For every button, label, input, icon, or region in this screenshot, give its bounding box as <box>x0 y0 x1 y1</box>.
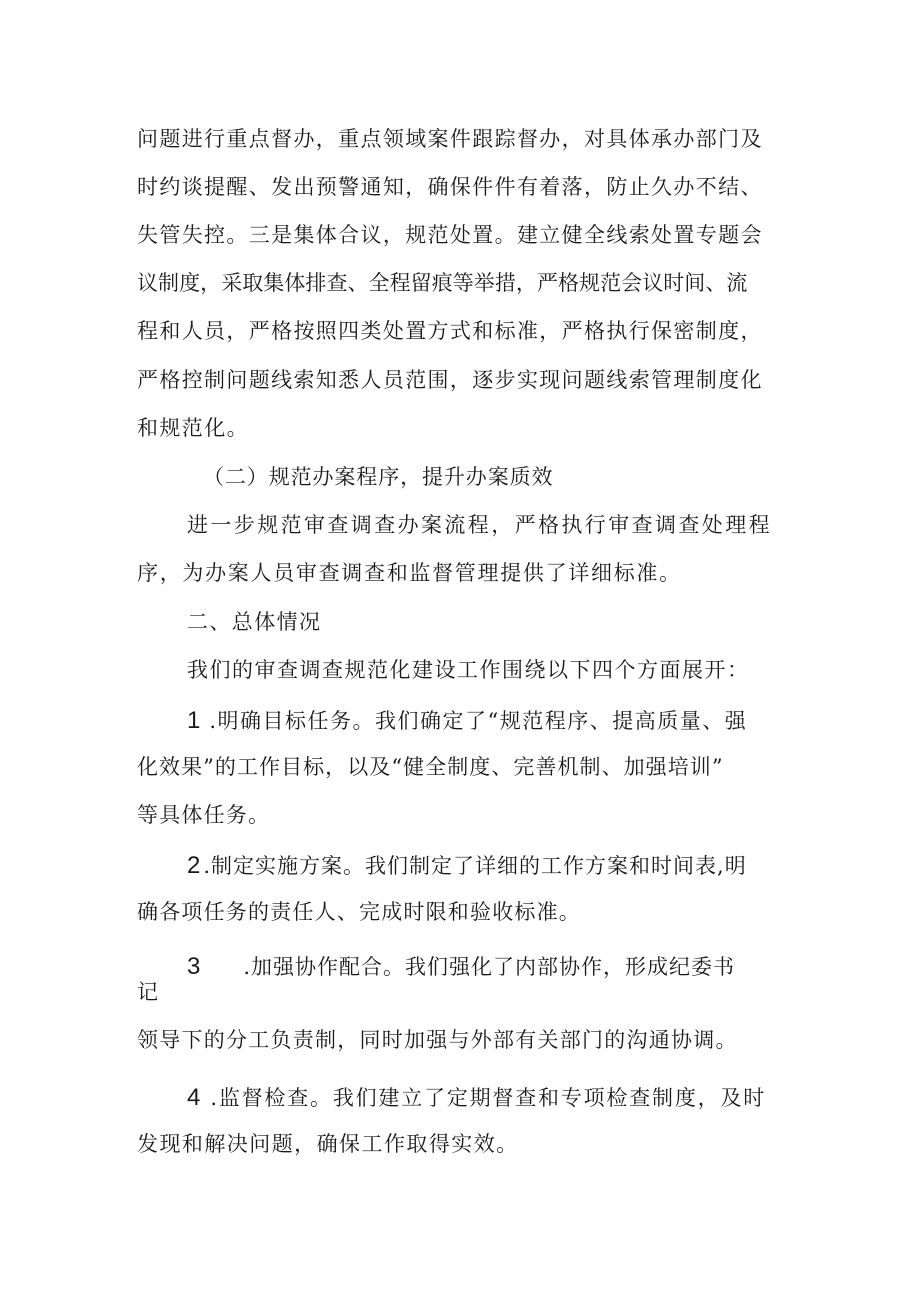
body-line: 我们的审查调查规范化建设工作围绕以下四个方面展开： <box>187 658 750 682</box>
body-line: 序，为办案人员审查调查和监督管理提供了详细标准。 <box>137 561 682 585</box>
body-line: 问题进行重点督办，重点领域案件跟踪督办，对具体承办部门及 <box>137 127 763 151</box>
body-line: 等具体任务。 <box>137 803 271 827</box>
list-item <box>187 955 735 979</box>
body-line: 程和人员，严格按照四类处置方式和标准，严格执行保密制度， <box>137 319 763 343</box>
list-item <box>187 709 747 733</box>
section-heading: （二）规范办案程序，提升办案质效 <box>203 465 554 489</box>
list-text: .监督检查。我们建立了定期督查和专项检查制度，及时 <box>210 1086 767 1110</box>
list-number: 2 <box>187 852 201 879</box>
body-line: 严格控制问题线索知悉人员范围，逐步实现问题线索管理制度化 <box>137 368 763 392</box>
body-line: 失管失控。三是集体合议，规范处置。建立健全线索处置专题会 <box>137 223 763 247</box>
body-line: 领导下的分工负责制，同时加强与外部有关部门的沟通协调。 <box>137 1028 738 1052</box>
list-item <box>187 854 747 878</box>
list-number: 3 <box>187 953 201 980</box>
list-text: .制定实施方案。我们制定了详细的工作方案和时间表,明 <box>203 854 747 878</box>
body-line: 发现和解决问题，确保工作取得实效。 <box>137 1132 519 1156</box>
body-line: 化效果”的工作目标，以及“健全制度、完善机制、加强培训” <box>137 755 724 779</box>
list-text: .明确目标任务。我们确定了“规范程序、提高质量、强 <box>209 709 748 733</box>
body-line: 记 <box>137 980 158 1004</box>
list-number: 1 <box>187 707 201 734</box>
list-number: 4 <box>187 1084 201 1111</box>
section-heading: 二、总体情况 <box>187 610 322 634</box>
body-line: 时约谈提醒、发出预警通知，确保件件有着落，防止久办不结、 <box>137 175 763 199</box>
list-text: .加强协作配合。我们强化了内部协作，形成纪委书 <box>243 955 736 979</box>
body-line: 和规范化。 <box>137 416 249 440</box>
body-line: 进一步规范审查调查办案流程，严格执行审查调查处理程 <box>187 513 772 537</box>
list-item <box>187 1086 766 1110</box>
body-line: 议制度，采取集体排查、全程留痕等举措，严格规范会议时间、流 <box>137 271 748 295</box>
body-line: 确各项任务的责任人、完成时限和验收标准。 <box>137 900 581 924</box>
